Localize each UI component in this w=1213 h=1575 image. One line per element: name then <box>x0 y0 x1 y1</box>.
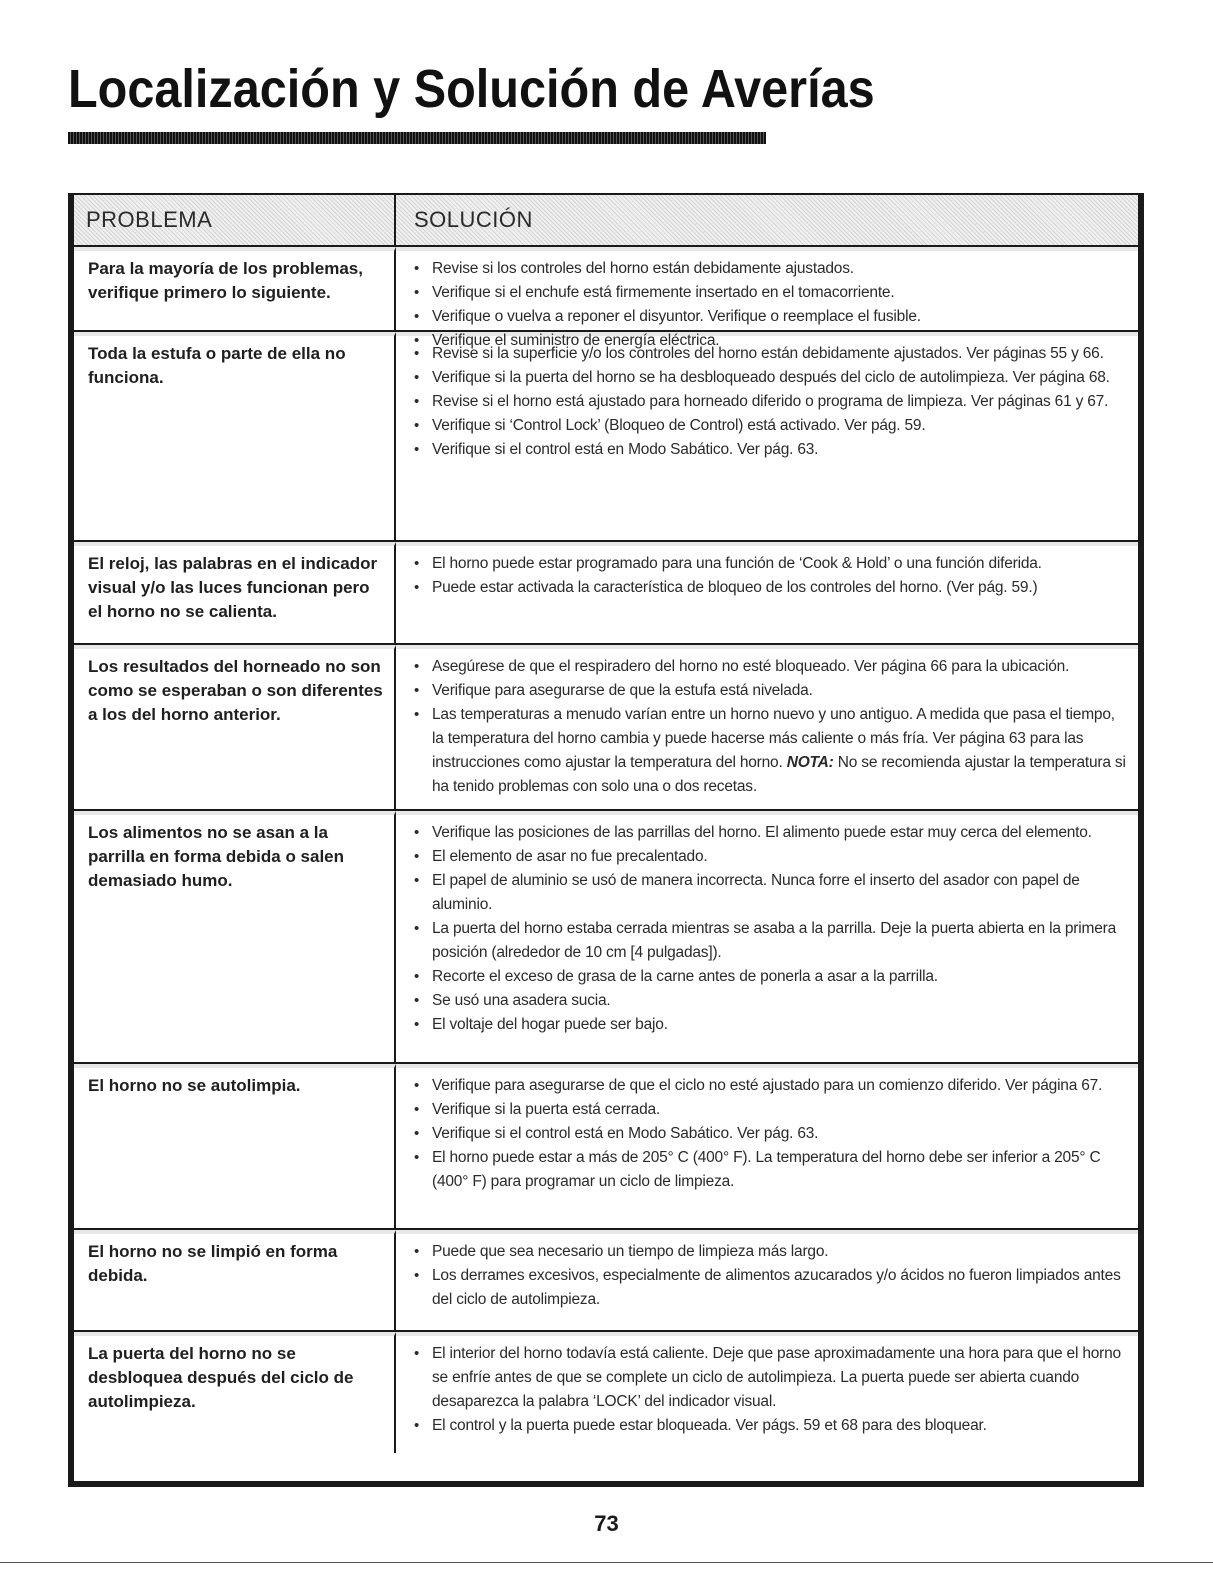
table-row <box>74 645 1138 811</box>
solution-cell <box>396 811 1138 1062</box>
solution-item: • Verifique el suministro de energía eléctrica. <box>414 332 720 349</box>
solution-item: • El horno puede estar programado para una función de ‘Cook & Hold’ o una función diferida. <box>414 555 1042 572</box>
solution-item: • Verifique si el control está en Modo Sabático. Ver pág. 63. <box>414 1125 819 1142</box>
solution-item: • Verifique las posiciones de las parrillas del horno. El alimento puede estar muy cerca del elemento. <box>414 824 1092 841</box>
table-row <box>74 1332 1138 1453</box>
solution-item: • El interior del horno todavía está caliente. Deje que pase aproximadamente una hora para que el horno se enfríe antes de que se complete un ciclo de autolimpieza. La puerta puede ser abierta cuando desaparezca la palabra ‘LOCK’ del indicador visual. <box>414 1345 1121 1410</box>
table-row <box>74 247 1138 349</box>
solution-item: • Verifique si el control está en Modo Sabático. Ver pág. 63. <box>414 441 819 458</box>
solution-item: • Verifique para asegurarse de que el ciclo no esté ajustado para un comienzo diferido. Ver página 67. <box>414 1077 1103 1094</box>
solution-item: • El control y la puerta puede estar bloqueada. Ver págs. 59 et 68 para des bloquear. <box>414 1417 987 1434</box>
solution-cell <box>396 1332 1138 1453</box>
problem-cell: El horno no se autolimpia. <box>74 1064 396 1228</box>
table-row <box>74 542 1138 645</box>
solution-item: • Se usó una asadera sucia. <box>414 992 611 1009</box>
solution-item: • Las temperaturas a menudo varían entre un horno nuevo y uno antiguo. A medida que pasa el tiempo, la temperatura del horno cambia y puede hacerse más caliente o más fría. Ver página 63 para las instrucciones como ajustar la temperatura del horno. NOTA: No se recomienda ajustar la temperatura si ha tenido problemas con solo una o dos recetas. <box>414 706 1126 795</box>
solution-item: • El papel de aluminio se usó de manera incorrecta. Nunca forre el inserto del asador con papel de aluminio. <box>414 872 1080 913</box>
solution-cell <box>396 1064 1138 1228</box>
solution-item: • El horno puede estar a más de 205° C (400° F). La temperatura del horno debe ser inferior a 205° C (400° F) para programar un ciclo de limpieza. <box>414 1149 1101 1190</box>
solution-cell <box>396 645 1138 809</box>
bottom-divider <box>0 1562 1213 1563</box>
problem-cell: Los resultados del horneado no son como se esperaban o son diferentes a los del horno anterior. <box>74 645 396 809</box>
solution-item: • El voltaje del hogar puede ser bajo. <box>414 1016 668 1033</box>
table-header <box>74 195 1138 247</box>
problem-column-header: PROBLEMA <box>74 195 396 245</box>
solution-item: • Verifique si ‘Control Lock’ (Bloqueo de Control) está activado. Ver pág. 59. <box>414 417 926 434</box>
solution-item: • Revise si el horno está ajustado para horneado diferido o programa de limpieza. Ver páginas 61 y 67. <box>414 393 1109 410</box>
page-title: Localización y Solución de Averías <box>68 59 875 119</box>
nota-label: NOTA: <box>786 754 834 771</box>
problem-cell: El horno no se limpió en forma debida. <box>74 1230 396 1330</box>
solution-cell <box>396 542 1138 643</box>
problem-cell: Para la mayoría de los problemas, verifique primero lo siguiente. <box>74 247 396 330</box>
solution-item: • Verifique para asegurarse de que la estufa está nivelada. <box>414 682 813 699</box>
solution-item: • Los derrames excesivos, especialmente de alimentos azucarados y/o ácidos no fueron limpiados antes del ciclo de autolimpieza. <box>414 1267 1121 1308</box>
solution-item: • La puerta del horno estaba cerrada mientras se asaba a la parrilla. Deje la puerta abierta en la primera posición (alrededor de 10 cm [4 pulgadas]). <box>414 920 1116 961</box>
troubleshooting-table <box>68 193 1144 1487</box>
problem-cell: La puerta del horno no se desbloquea después del ciclo de autolimpieza. <box>74 1332 396 1453</box>
problem-cell: Toda la estufa o parte de ella no funciona. <box>74 332 396 540</box>
table-row <box>74 332 1138 542</box>
solution-item: • El elemento de asar no fue precalentado. <box>414 848 708 865</box>
solution-item: • Recorte el exceso de grasa de la carne antes de ponerla a asar a la parrilla. <box>414 968 938 985</box>
solution-item: • Asegúrese de que el respiradero del horno no esté bloqueado. Ver página 66 para la ubicación. <box>414 658 1070 675</box>
problem-cell: Los alimentos no se asan a la parrilla en forma debida o salen demasiado humo. <box>74 811 396 1062</box>
solution-cell <box>396 247 1138 349</box>
problem-cell: El reloj, las palabras en el indicador visual y/o las luces funcionan pero el horno no se calienta. <box>74 542 396 643</box>
solution-item: • Revise si la superficie y/o los controles del horno están debidamente ajustados. Ver páginas 55 y 66. <box>414 345 1104 362</box>
solution-cell <box>396 1230 1138 1330</box>
solution-cell <box>396 332 1138 540</box>
title-underline <box>68 132 766 144</box>
solution-item: • Verifique o vuelva a reponer el disyuntor. Verifique o reemplace el fusible. <box>414 308 921 325</box>
table-row <box>74 1230 1138 1332</box>
solution-item: • Verifique si la puerta del horno se ha desbloqueado después del ciclo de autolimpieza. Ver página 68. <box>414 369 1110 386</box>
solution-item: • Revise si los controles del horno están debidamente ajustados. <box>414 260 854 277</box>
solution-item: • Puede que sea necesario un tiempo de limpieza más largo. <box>414 1243 829 1260</box>
solution-item: • Puede estar activada la característica de bloqueo de los controles del horno. (Ver pág. 59.) <box>414 579 1038 596</box>
table-row <box>74 1064 1138 1230</box>
solution-column-header: SOLUCIÓN <box>396 195 1138 245</box>
table-row <box>74 811 1138 1064</box>
solution-item: • Verifique si el enchufe está firmemente insertado en el tomacorriente. <box>414 284 895 301</box>
page-number: 73 <box>594 1511 619 1536</box>
solution-item: • Verifique si la puerta está cerrada. <box>414 1101 661 1118</box>
